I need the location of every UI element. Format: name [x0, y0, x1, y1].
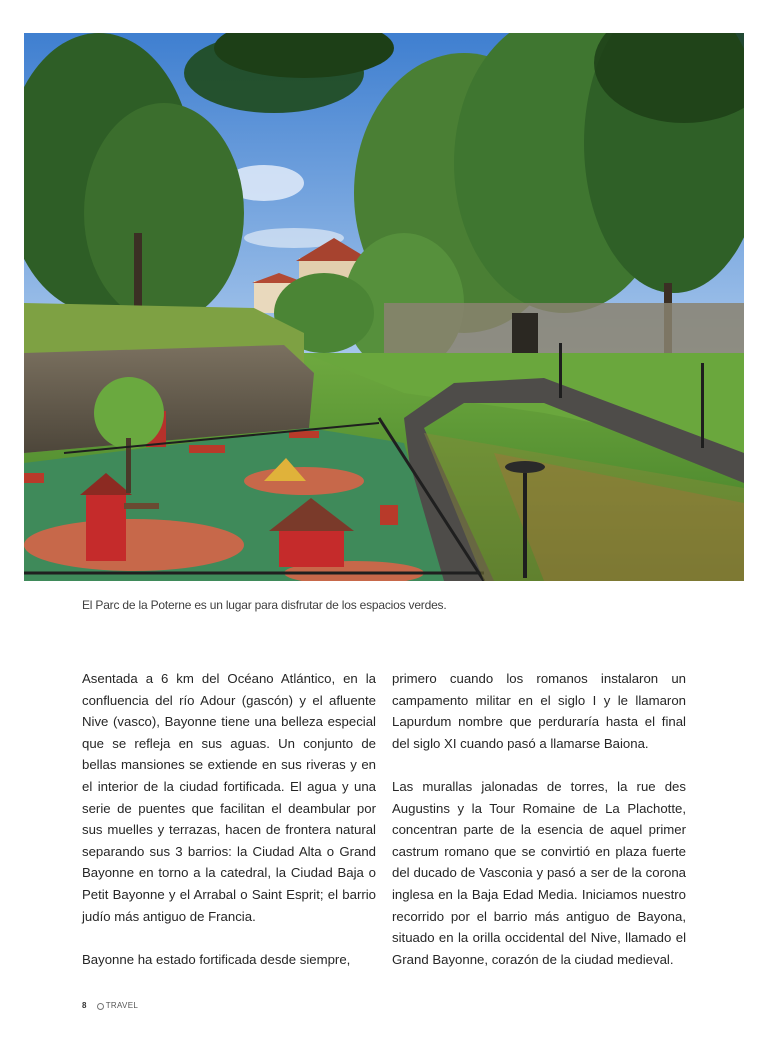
brand-name: TRAVEL — [105, 1001, 139, 1010]
page-footer — [82, 1001, 138, 1011]
park-photo-illustration — [24, 33, 744, 581]
brand-logo-icon — [97, 1003, 104, 1010]
article-paragraph: Las murallas jalonadas de torres, la rue des Augustins y la Tour Romaine de La Plachotte, concentran parte de la esencia de aquel primer castrum romano que se convirtió en plaza fuerte del ducado de Vasconia y pasó a ser de la corona inglesa en la Baja Edad Media. Iniciamos nuestro recorrido por el barrio más antiguo de Bayona, situado en la orilla occidental del Nive, llamado el Grand Bayonne, corazón de la ciudad medieval. — [392, 778, 686, 967]
park-photo — [24, 33, 744, 581]
photo-caption: El Parc de la Poterne es un lugar para disfrutar de los espacios verdes. — [82, 598, 447, 612]
article-column-left — [82, 668, 376, 970]
article-column-right — [392, 668, 686, 970]
page-number: 8 — [82, 1001, 87, 1010]
article-paragraph: Bayonne ha estado fortificada desde siempre, — [82, 951, 351, 967]
article-paragraph: Asentada a 6 km del Océano Atlántico, en la confluencia del río Adour (gascón) y el afluente Nive (vasco), Bayonne tiene una belleza especial que se refleja en sus aguas. Un conjunto de bellas mansiones se extiende en sus riveras y en el interior de la ciudad fortificada. El agua y una serie de puentes que facilitan el deambular por sus muelles y terrazas, hacen de frontera natural separando sus 3 barrios: la Ciudad Alta o Grand Bayonne en torno a la catedral, la Ciudad Baja o Petit Bayonne y el Arrabal o Saint Esprit; el barrio judío más antiguo de Francia. — [82, 671, 376, 924]
article-paragraph: primero cuando los romanos instalaron un campamento militar en el siglo I y le llamaron Lapurdum nombre que perduraría hasta el final del siglo XI cuando pasó a llamarse Baiona. — [392, 671, 686, 751]
